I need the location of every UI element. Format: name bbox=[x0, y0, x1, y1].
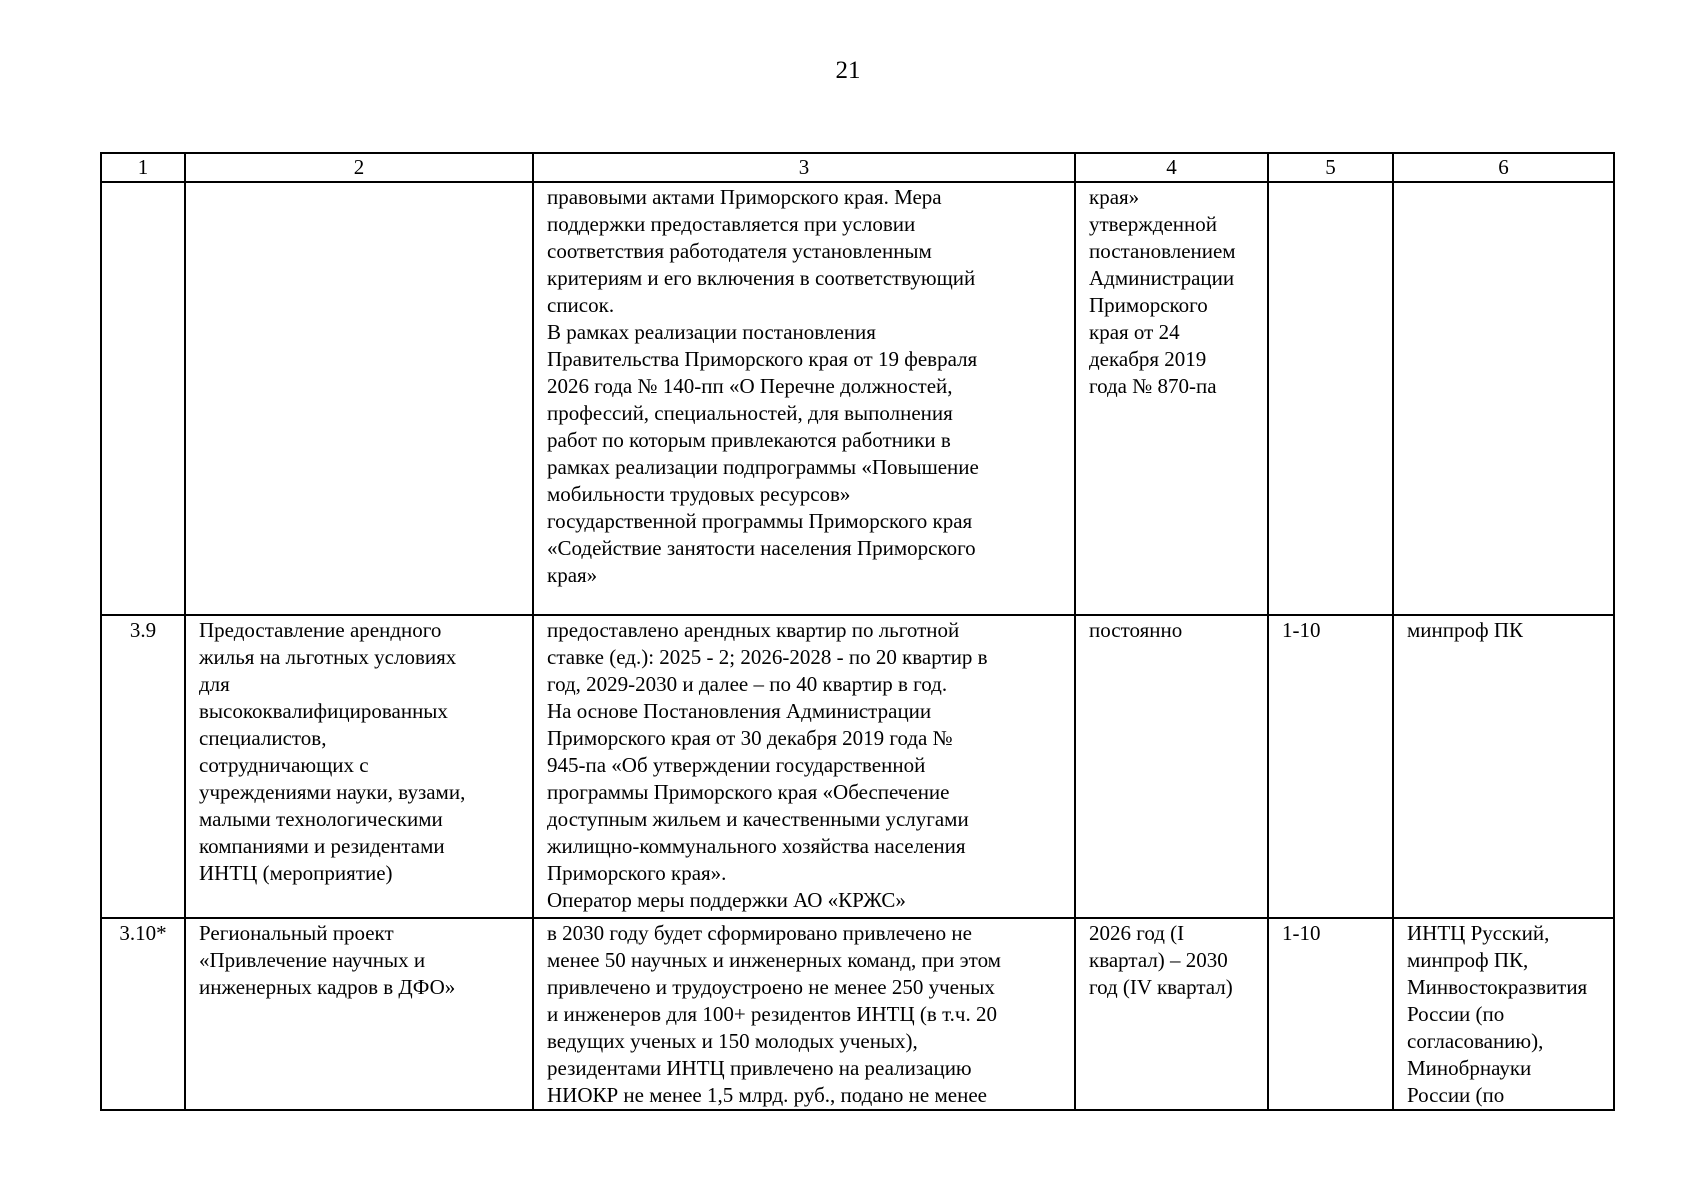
cell-line: для bbox=[199, 672, 230, 696]
cell-line: 1-10 bbox=[1282, 921, 1321, 945]
cell-line: учреждениями науки, вузами, bbox=[199, 780, 466, 804]
cell-period bbox=[1075, 182, 1268, 615]
cell-line: Оператор меры поддержки АО «КРЖС» bbox=[547, 888, 906, 912]
cell-responsible bbox=[1393, 615, 1614, 918]
table-row bbox=[101, 918, 1614, 1110]
cell-line: На основе Постановления Администрации bbox=[547, 699, 932, 723]
cell-line: правовыми актами Приморского края. Мера bbox=[547, 185, 942, 209]
cell-line: резидентами ИНТЦ привлечено на реализацию bbox=[547, 1056, 972, 1080]
cell-line: инженерных кадров в ДФО» bbox=[199, 975, 456, 999]
cell-line: Приморского края от 30 декабря 2019 года № bbox=[547, 726, 953, 750]
cell-line: мобильности трудовых ресурсов» bbox=[547, 482, 851, 506]
cell-line: постановлением bbox=[1089, 239, 1236, 263]
cell-line: поддержки предоставляется при условии bbox=[547, 212, 916, 236]
cell-number: 3.10* bbox=[101, 918, 185, 1110]
header-col-2: 2 bbox=[185, 153, 533, 182]
cell-number: 3.9 bbox=[101, 615, 185, 918]
cell-line: Минобрнауки bbox=[1407, 1056, 1532, 1080]
cell-line: России (по bbox=[1407, 1002, 1505, 1026]
cell-line: жилищно-коммунального хозяйства населения bbox=[547, 834, 966, 858]
cell-line: работ по которым привлекаются работники в bbox=[547, 428, 951, 452]
header-col-3: 3 bbox=[533, 153, 1075, 182]
cell-name bbox=[185, 615, 533, 918]
cell-line: квартал) – 2030 bbox=[1089, 948, 1228, 972]
cell-description bbox=[533, 615, 1075, 918]
cell-responsible bbox=[1393, 182, 1614, 615]
cell-line: высококвалифицированных bbox=[199, 699, 448, 723]
cell-line: Предоставление арендного bbox=[199, 618, 442, 642]
cell-line: края от 24 bbox=[1089, 320, 1180, 344]
cell-line: «Содействие занятости населения Приморского bbox=[547, 536, 976, 560]
cell-line: программы Приморского края «Обеспечение bbox=[547, 780, 950, 804]
cell-line: ведущих ученых и 150 молодых ученых), bbox=[547, 1029, 918, 1053]
cell-line: доступным жильем и качественными услугами bbox=[547, 807, 969, 831]
cell-line: декабря 2019 bbox=[1089, 347, 1207, 371]
cell-line: Приморского bbox=[1089, 293, 1208, 317]
cell-col5 bbox=[1268, 182, 1393, 615]
cell-line: привлечено и трудоустроено не менее 250 ученых bbox=[547, 975, 995, 999]
cell-line: рамках реализации подпрограммы «Повышение bbox=[547, 455, 979, 479]
cell-line: В рамках реализации постановления bbox=[547, 320, 876, 344]
cell-description bbox=[533, 182, 1075, 615]
cell-line: края» bbox=[547, 563, 598, 587]
cell-line: в 2030 году будет сформировано привлечено не bbox=[547, 921, 972, 945]
table-header-row bbox=[101, 153, 1614, 182]
cell-line: предоставлено арендных квартир по льготной bbox=[547, 618, 960, 642]
cell-line: жилья на льготных условиях bbox=[199, 645, 457, 669]
cell-line: ИНТЦ Русский, bbox=[1407, 921, 1550, 945]
cell-line: соответствия работодателя установленным bbox=[547, 239, 932, 263]
cell-line: ставке (ед.): 2025 - 2; 2026-2028 - по 20 квартир в bbox=[547, 645, 988, 669]
cell-period bbox=[1075, 918, 1268, 1110]
cell-responsible bbox=[1393, 918, 1614, 1110]
cell-line: 1-10 bbox=[1282, 618, 1321, 642]
cell-line: критериям и его включения в соответствующий bbox=[547, 266, 976, 290]
cell-line: государственной программы Приморского края bbox=[547, 509, 973, 533]
cell-col5 bbox=[1268, 615, 1393, 918]
cell-line: малыми технологическими bbox=[199, 807, 443, 831]
cell-line: Региональный проект bbox=[199, 921, 394, 945]
cell-line: НИОКР не менее 1,5 млрд. руб., подано не менее bbox=[547, 1083, 987, 1107]
header-col-5: 5 bbox=[1268, 153, 1393, 182]
cell-line: утвержденной bbox=[1089, 212, 1218, 236]
cell-period bbox=[1075, 615, 1268, 918]
cell-line: Администрации bbox=[1089, 266, 1235, 290]
cell-name bbox=[185, 918, 533, 1110]
cell-line: компаниями и резидентами bbox=[199, 834, 445, 858]
header-col-4: 4 bbox=[1075, 153, 1268, 182]
cell-line: Минвостокразвития bbox=[1407, 975, 1588, 999]
page-number: 21 bbox=[835, 57, 861, 84]
cell-line: профессий, специальностей, для выполнения bbox=[547, 401, 953, 425]
measures-table bbox=[100, 152, 1615, 1111]
table-row bbox=[101, 615, 1614, 918]
cell-line: 2026 года № 140-пп «О Перечне должностей, bbox=[547, 374, 953, 398]
cell-line: ИНТЦ (мероприятие) bbox=[199, 861, 393, 885]
cell-number bbox=[101, 182, 185, 615]
cell-line: менее 50 научных и инженерных команд, при этом bbox=[547, 948, 1001, 972]
cell-line: 945-па «Об утверждении государственной bbox=[547, 753, 926, 777]
cell-line: год (IV квартал) bbox=[1089, 975, 1233, 999]
cell-line: сотрудничающих с bbox=[199, 753, 369, 777]
cell-line: согласованию), bbox=[1407, 1029, 1544, 1053]
header-col-6: 6 bbox=[1393, 153, 1614, 182]
table-row bbox=[101, 182, 1614, 615]
cell-line: России (по bbox=[1407, 1083, 1505, 1107]
cell-description bbox=[533, 918, 1075, 1110]
cell-line: края» bbox=[1089, 185, 1140, 209]
header-col-1: 1 bbox=[101, 153, 185, 182]
cell-line: минпроф ПК bbox=[1407, 618, 1524, 642]
cell-line: минпроф ПК, bbox=[1407, 948, 1529, 972]
cell-line: 2026 год (I bbox=[1089, 921, 1185, 945]
cell-name bbox=[185, 182, 533, 615]
cell-line: и инженеров для 100+ резидентов ИНТЦ (в т.ч. 20 bbox=[547, 1002, 997, 1026]
cell-line: «Привлечение научных и bbox=[199, 948, 426, 972]
cell-line: года № 870-па bbox=[1089, 374, 1217, 398]
cell-line: год, 2029-2030 и далее – по 40 квартир в год. bbox=[547, 672, 948, 696]
cell-line: Правительства Приморского края от 19 февраля bbox=[547, 347, 978, 371]
cell-line: Приморского края». bbox=[547, 861, 727, 885]
cell-line: список. bbox=[547, 293, 615, 317]
cell-line: специалистов, bbox=[199, 726, 327, 750]
cell-col5 bbox=[1268, 918, 1393, 1110]
cell-line: постоянно bbox=[1089, 618, 1183, 642]
